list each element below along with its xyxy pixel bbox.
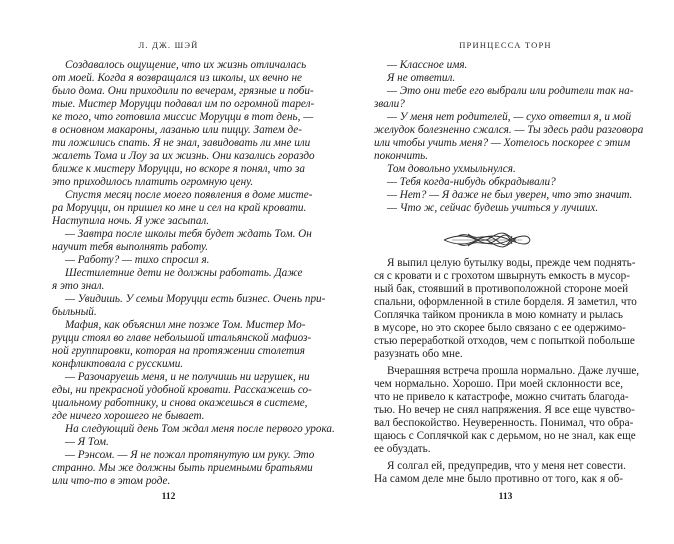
text-line: ра Моруцци, он пришел ко мне и сел на край кровати.: [52, 202, 307, 214]
text-line: Наступила ночь. Я уже засыпал.: [52, 215, 210, 227]
text-line: На самом деле мне было противно от того, как я об-: [374, 473, 623, 485]
text-line: — Завтра после школы тебя будет ждать Том. Он: [65, 228, 312, 240]
text-line: — У меня нет родителей, — сухо ответил я, и мой: [387, 111, 632, 123]
text-line: стью переработкой отходов, чем с попыткой побольше: [374, 335, 635, 347]
text-line: быльный.: [52, 306, 97, 318]
text-line: Я не ответил.: [387, 72, 456, 84]
text-line: было дома. Они приходили по вечерам, грязные и поби-: [52, 85, 314, 97]
text-line: — Это они тебе его выбрали или родители так на-: [387, 85, 634, 97]
text-line: разузнать обо мне.: [374, 348, 463, 360]
text-line: — Я Том.: [65, 436, 109, 448]
text-line: ся с кровати и с грохотом швырнуть емкость в мусор-: [374, 270, 630, 282]
text-line: звали?: [374, 98, 405, 110]
text-line: Шестилетние дети не должны работать. Даже: [65, 267, 303, 279]
text-line: циальному работнику, и снова окажешься в системе,: [52, 397, 308, 409]
running-head-author: Л. ДЖ. ШЭЙ: [138, 40, 199, 50]
text-line: от моей. Когда я возвращался из школы, их вечно не: [52, 72, 302, 84]
text-line: желудок болезненно сжался. — Ты здесь ради разговора: [374, 124, 644, 136]
text-line: ее обуздать.: [374, 443, 431, 455]
text-line: странно. Мы же должны быть приемными братьями: [52, 462, 313, 474]
text-line: Мафия, как объяснил мне позже Том. Мистер Мо-: [65, 319, 306, 331]
text-line: — Рэнсом. — Я не пожал протянутую им руку. Это: [65, 449, 315, 461]
text-line: ке того, что готовила миссис Моруцци в тот день, —: [52, 111, 314, 123]
text-line: Я солгал ей, предупредив, что у меня нет совести.: [387, 460, 626, 472]
text-line: или что-то в этом роде.: [52, 475, 171, 487]
text-line: в мусоре, но это скорее было связано с ее одержимо-: [374, 322, 626, 334]
text-line: ный бак, стоявший в противоположной стороне моей: [374, 283, 629, 295]
text-line: тью. Но вечер не снял напряжения. Я все еще чувство-: [374, 404, 635, 416]
text-line: конфликтовала с русскими.: [52, 358, 184, 370]
text-line: что не привело к катастрофе, можно считать благода-: [374, 391, 629, 403]
text-line: спальни, оформленной в стиле борделя. Я заметил, что: [374, 296, 637, 308]
text-line: ной группировки, которая на протяжении столетия: [52, 345, 305, 357]
text-line: — Работу? — тихо спросил я.: [65, 254, 210, 266]
text-line: научит тебя выполнять работу.: [52, 241, 209, 253]
text-line: На следующий день Том ждал меня после первого урока.: [65, 423, 335, 435]
text-line: вал беспокойство. Неуверенность. Понимал, что обра-: [374, 417, 634, 429]
text-line: — Тебя когда-нибудь обкрадывали?: [387, 176, 556, 188]
text-line: где ничего хорошего не бывает.: [52, 410, 205, 422]
text-line: ближе к мистеру Моруцци, но вскоре я понял, что за: [52, 163, 305, 175]
left-page-body: [52, 59, 335, 488]
text-line: Спустя месяц после моего появления в доме мисте-: [65, 189, 313, 201]
text-line: Я выпил целую бутылку воды, прежде чем поднять-: [387, 257, 636, 269]
right-page: [337, 0, 674, 544]
text-line: Соплячка тайком проникла в мою комнату и рылась: [374, 309, 623, 321]
text-line: Вчерашняя встреча прошла нормально. Даже лучше,: [387, 365, 640, 377]
page-number: 113: [498, 492, 513, 502]
text-line: еды, ни прекрасной удобной кровати. Расскажешь со-: [52, 384, 312, 396]
roman-present-section: [374, 257, 640, 486]
text-line: — Классное имя.: [387, 59, 468, 71]
running-head-title: ПРИНЦЕССА ТОРН: [459, 40, 552, 50]
text-line: Создавалось ощущение, что их жизнь отличалась: [65, 59, 307, 71]
text-line: покончить.: [374, 150, 429, 162]
text-line: руцци стоял во главе небольшой итальянской мафиоз-: [52, 332, 312, 344]
right-page-body: [374, 59, 644, 486]
text-line: — Нет? — Я даже не был уверен, что это значит.: [387, 189, 633, 201]
text-line: чем нормально. Хорошо. При моей склонности все,: [374, 378, 623, 390]
text-line: — Что ж, сейчас будешь учиться у лучших.: [387, 202, 599, 214]
section-break-ornament-icon: [442, 228, 532, 252]
page-number: 112: [161, 492, 176, 502]
text-line: — Разочаруешь меня, и не получишь ни игрушек, ни: [65, 371, 310, 383]
text-line: в основном макароны, лазанью или пиццу. Затем де-: [52, 124, 302, 136]
text-line: тые. Мистер Моруцци подавал им по огромной тарел-: [52, 98, 315, 110]
text-line: щаюсь с Соплячкой как с дерьмом, но не знал, как еще: [374, 430, 636, 442]
italic-flashback-section: [374, 59, 644, 215]
text-line: ти ложились спать. Я не знал, завидовать ли мне или: [52, 137, 311, 149]
text-line: жалеть Тома и Лоу за их жизнь. Они казались гораздо: [52, 150, 315, 162]
text-line: это приходилось платить огромную цену.: [52, 176, 254, 188]
text-line: я это знал.: [52, 280, 105, 292]
text-line: — Увидишь. У семьи Моруцци есть бизнес. Очень при-: [65, 293, 326, 305]
text-line: Том довольно ухмыльнулся.: [387, 163, 516, 175]
text-line: или чтобы учить меня? — Хотелось поскорее с этим: [374, 137, 631, 149]
